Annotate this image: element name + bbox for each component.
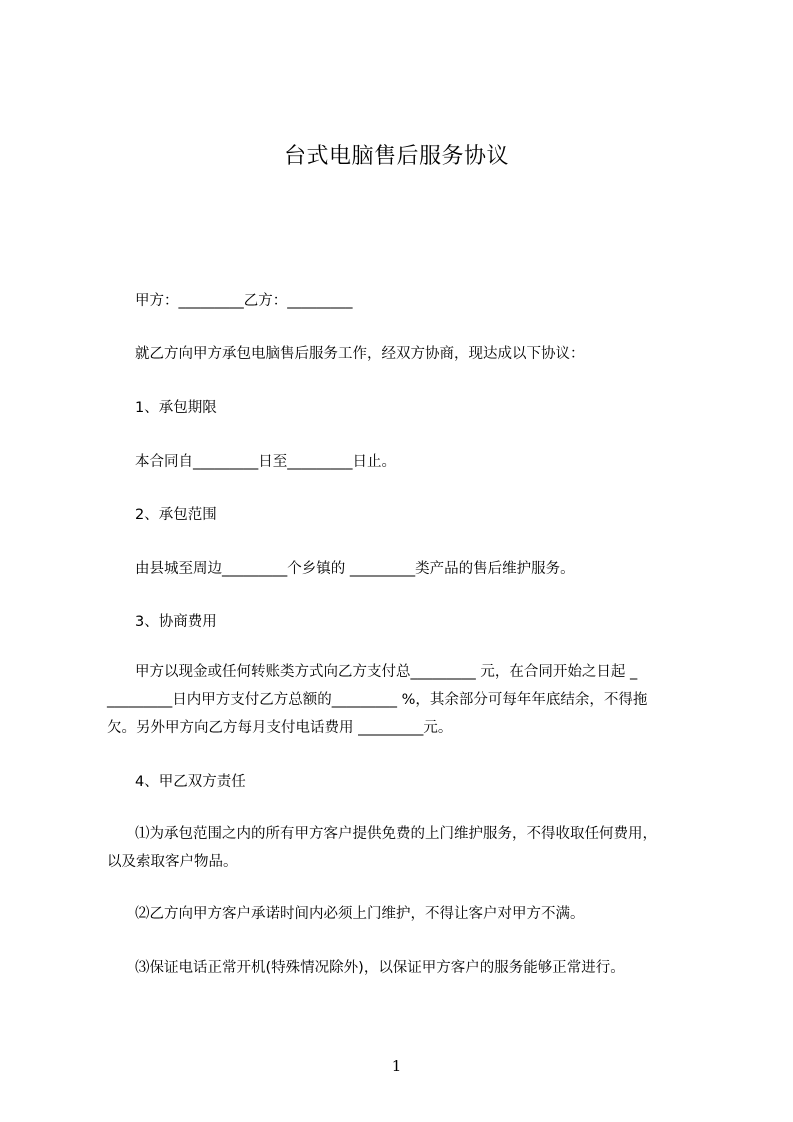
clause-3-text: ⑶保证电话正常开机(特殊情况除外)，以保证甲方客户的服务能够正常进行。 — [135, 960, 625, 976]
page-number: 1 — [391, 1057, 402, 1075]
section-heading-responsibilities: 4、甲乙双方责任 — [135, 774, 246, 790]
fees-line-3: 欠。另外甲方向乙方每月支付电话费用 _________元。 — [107, 720, 453, 736]
scope-text: 由县城至周边_________个乡镇的 _________类产品的售后维护服务。 — [135, 561, 575, 577]
section-heading-fees: 3、协商费用 — [135, 614, 217, 630]
section-heading-term: 1、承包期限 — [135, 400, 217, 416]
fees-line-2: _________日内甲方支付乙方总额的_________ %，其余部分可每年年底结余，不得拖 — [107, 692, 648, 708]
section-heading-scope: 2、承包范围 — [135, 507, 217, 523]
document-title: 台式电脑售后服务协议 — [283, 144, 509, 169]
contract-term-text: 本合同自_________日至_________日止。 — [135, 454, 396, 470]
parties-line: 甲方：_________乙方：_________ — [135, 293, 353, 309]
clause-1-line-1: ⑴为承包范围之内的所有甲方客户提供免费的上门维护服务，不得收取任何费用， — [135, 826, 657, 842]
fees-paragraph — [107, 658, 707, 742]
intro-paragraph: 就乙方向甲方承包电脑售后服务工作，经双方协商，现达成以下协议： — [135, 346, 585, 362]
fees-line-1: 甲方以现金或任何转账类方式向乙方支付总_________ 元，在合同开始之日起 _ — [135, 664, 638, 680]
clause-1-line-2: 以及索取客户物品。 — [107, 854, 238, 870]
clause-2-text: ⑵乙方向甲方客户承诺时间内必须上门维护，不得让客户对甲方不满。 — [135, 906, 585, 922]
clause-1-paragraph — [107, 820, 707, 876]
